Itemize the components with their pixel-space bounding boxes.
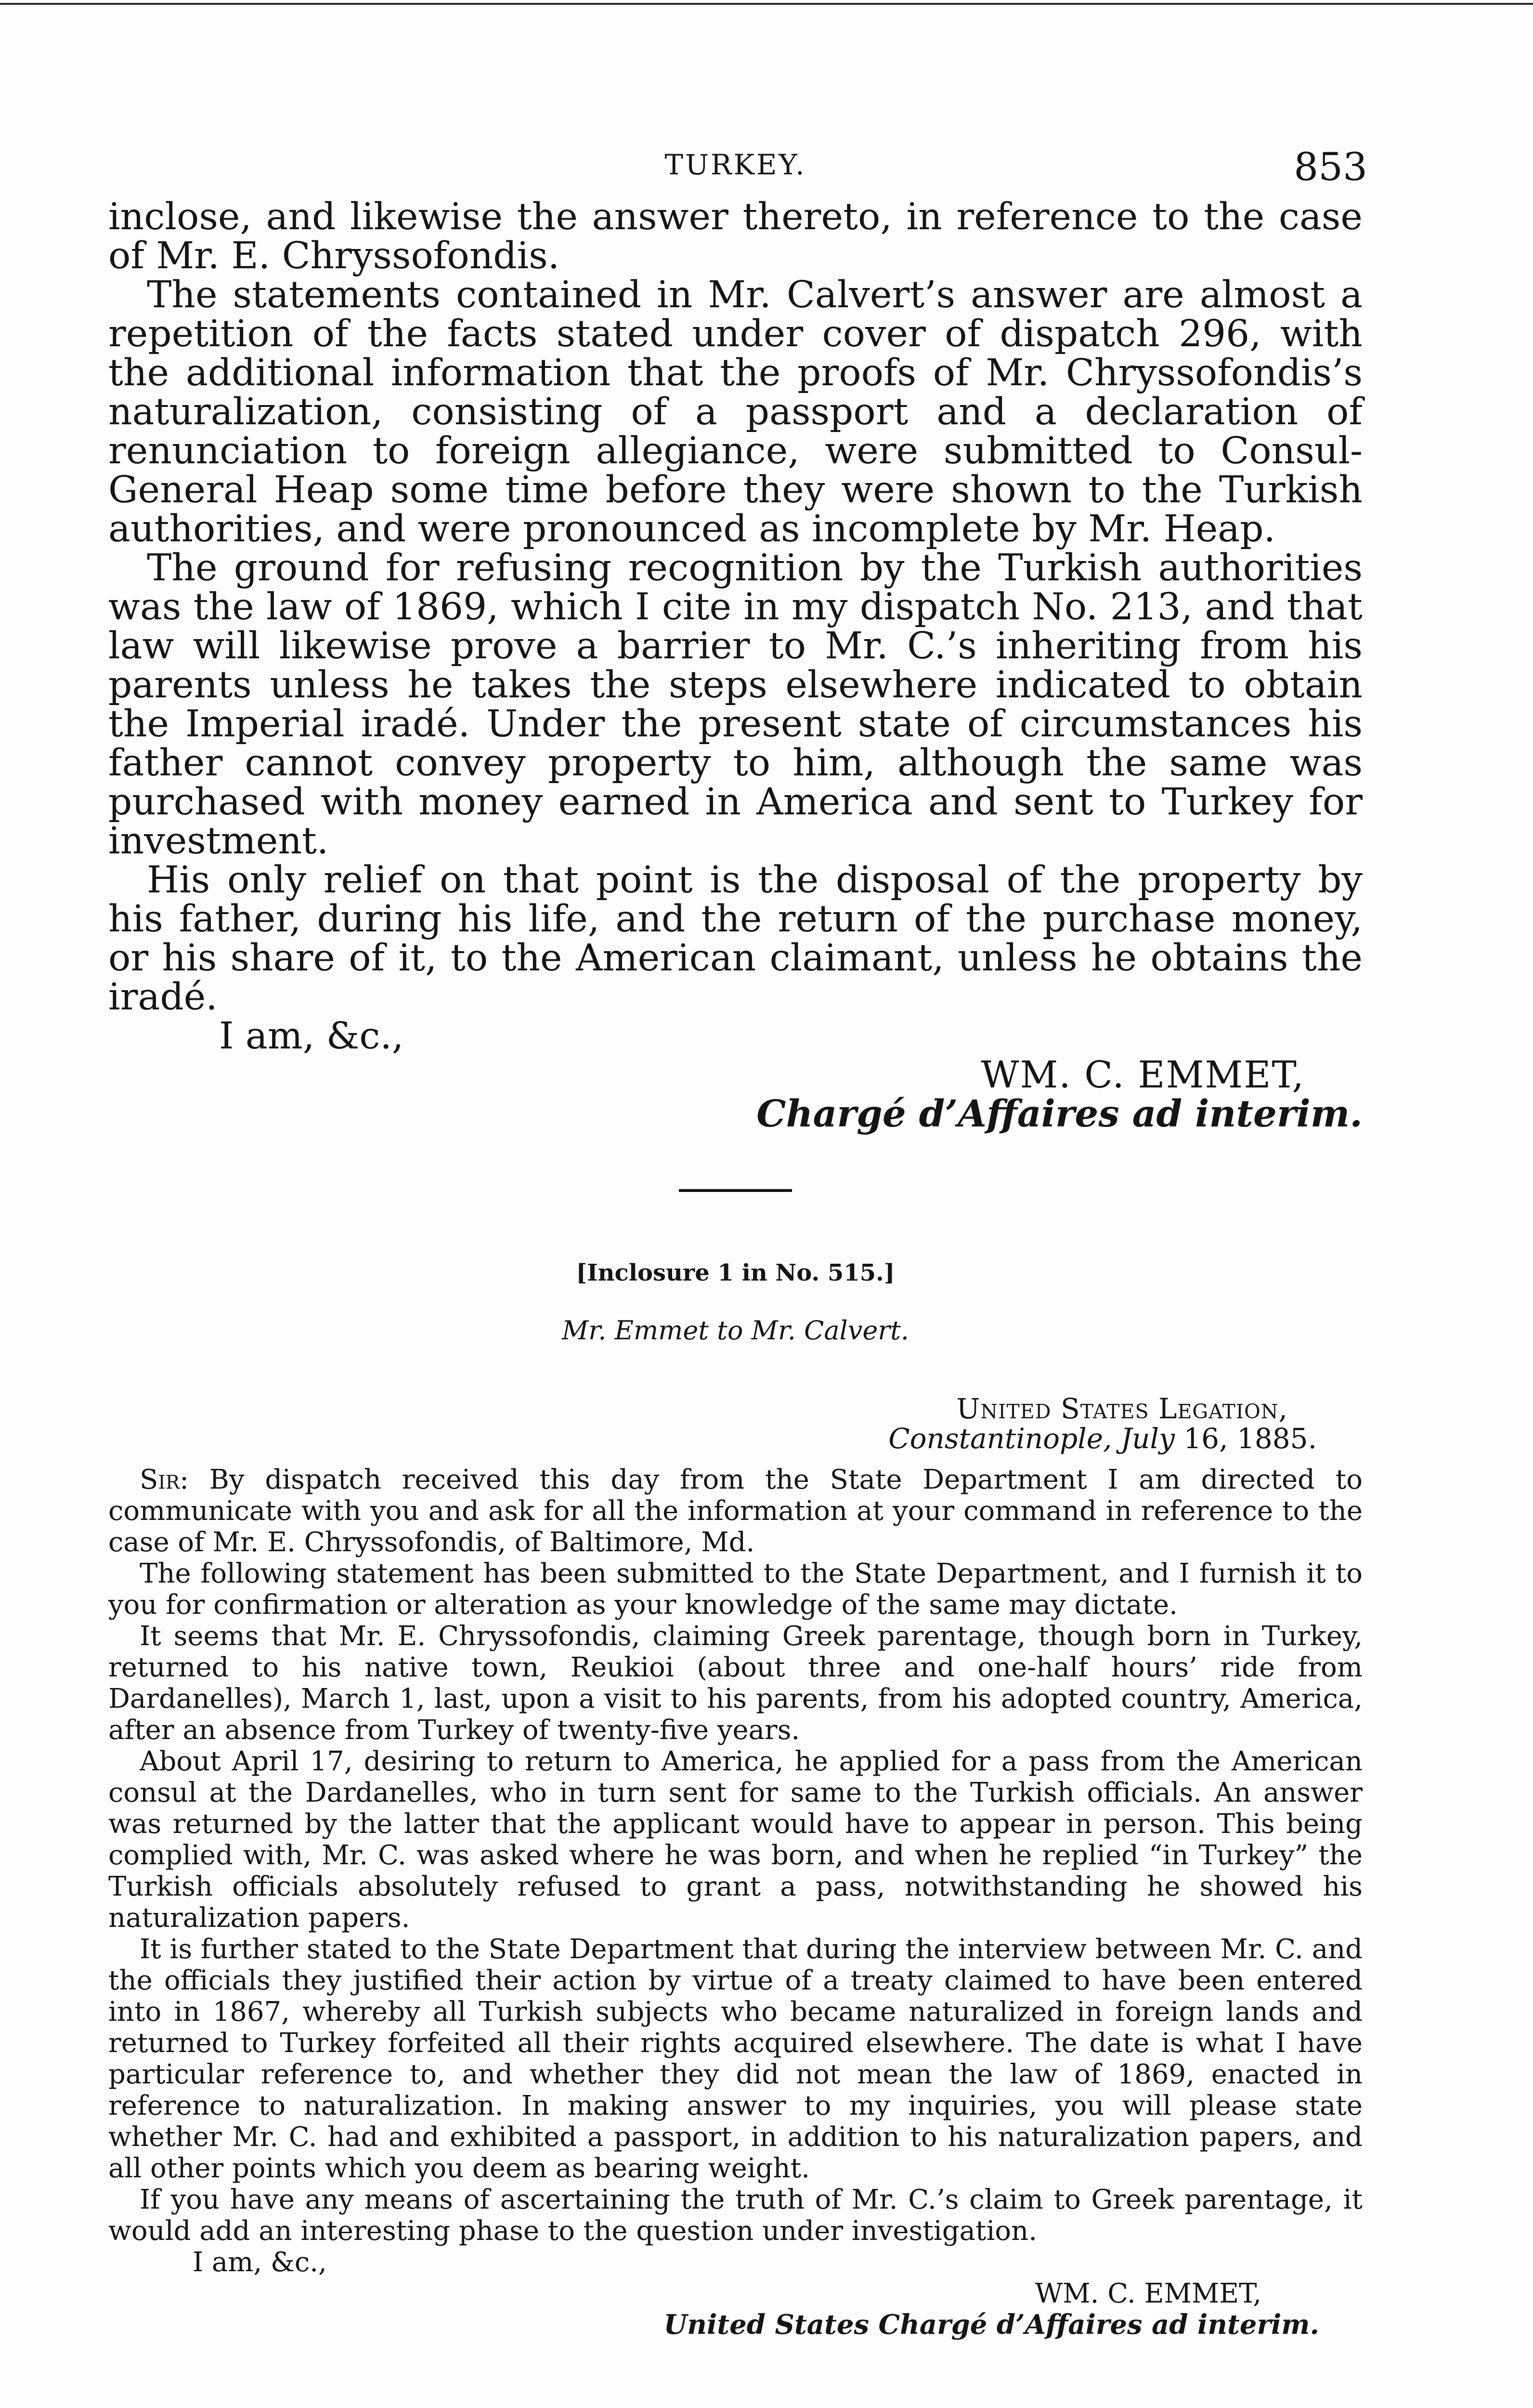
signature-title: Chargé d’Affaires ad interim.: [756, 1092, 1363, 1136]
closing: I am, &c.,: [219, 1015, 404, 1058]
dateline-place-date: [108, 1424, 1317, 1453]
signature-title: United States Chargé d’Affaires ad interim.: [663, 2309, 1319, 2341]
letter-body: [108, 197, 1363, 1017]
closing: I am, &c.,: [193, 2247, 327, 2278]
paragraph: The following statement has been submitted to the State Department, and I furnish it to you for confirmation or alteration as your knowledge of the same may dictate.: [108, 1558, 1363, 1621]
top-border-line: [0, 3, 1533, 5]
section-divider: [679, 1189, 792, 1192]
paragraph: It seems that Mr. E. Chryssofondis, claiming Greek parentage, though born in Turkey, returned to his native town, Reukioi (about three and one-half hours’ ride from Dardanelles), March 1, last, upon a visit to his parents, from his adopted country, America, after an absence from Turkey of twenty-five years.: [108, 1621, 1363, 1746]
paragraph: inclose, and likewise the answer thereto, in reference to the case of Mr. E. Chryssofondis.: [108, 196, 1363, 277]
dateline-place: Constantinople,: [888, 1422, 1112, 1455]
paragraph: If you have any means of ascertaining the truth of Mr. C.’s claim to Greek parentage, it would add an interesting phase to the question under investigation.: [108, 2184, 1363, 2247]
paragraph-text: By dispatch received this day from the State Department I am directed to communicate with you and ask for all the information at your command in reference to the case of Mr. E. Chryssofondis, of Baltimore, Md.: [108, 1464, 1363, 1558]
document-page: [108, 144, 1367, 2341]
paragraph: About April 17, desiring to return to America, he applied for a pass from the American consul at the Dardanelles, who in turn sent for same to the Turkish officials. An answer was returned by the latter that the applicant would have to appear in person. This being complied with, Mr. C. was asked where he was born, and when he replied “in Turkey” the Turkish officials absolutely refused to grant a pass, notwithstanding he showed his naturalization papers.: [108, 1746, 1363, 1934]
dateline-month: July: [1120, 1422, 1175, 1455]
running-title: TURKEY.: [664, 148, 806, 181]
dateline: [108, 1394, 1363, 1453]
paragraph: It is further stated to the State Department that during the interview between Mr. C. and the officials they justified their action by virtue of a treaty claimed to have been entered into in 1867, whereby all Turkish subjects who became naturalized in foreign lands and returned to Turkey forfeited all their rights acquired elsewhere. The date is what I have particular reference to, and whether they did not mean the law of 1869, enacted in reference to naturalization. In making answer to my inquiries, you will please state whether Mr. C. had and exhibited a passport, in addition to his naturalization papers, and all other points which you deem as bearing weight.: [108, 1934, 1363, 2184]
paragraph: His only relief on that point is the disposal of the property by his father, during his life, and the return of the purchase money, or his share of it, to the American claimant, unless he obtains the iradé.: [108, 859, 1363, 1019]
signature-name: WM. C. EMMET,: [981, 1054, 1305, 1097]
signature-block: [108, 1056, 1363, 1134]
page-number: 853: [1294, 144, 1367, 189]
dateline-day-year: 16, 1885.: [1183, 1422, 1317, 1455]
signature-block: [108, 2278, 1363, 2341]
paragraph: [108, 1464, 1363, 1558]
salutation: Sir:: [140, 1464, 189, 1495]
page-header: [108, 144, 1367, 197]
paragraph: The statements contained in Mr. Calvert’s answer are almost a repetition of the facts stated under cover of dispatch 296, with the additional information that the proofs of Mr. Chryssofondis’s naturalization, consisting of a passport and a declaration of renunciation to foreign allegiance, were submitted to Consul-General Heap some time before they were shown to the Turkish authorities, and were pronounced as incomplete by Mr. Heap.: [108, 274, 1363, 550]
inclosure-label: [Inclosure 1 in No. 515.]: [576, 1259, 895, 1286]
inclosure-body: [108, 1464, 1363, 2247]
inclosure-subtitle: Mr. Emmet to Mr. Calvert.: [562, 1315, 909, 1346]
signature-name: WM. C. EMMET,: [1035, 2278, 1261, 2309]
dateline-sender: United States Legation,: [956, 1392, 1288, 1425]
paragraph: The ground for refusing recognition by the Turkish authorities was the law of 1869, which I cite in my dispatch No. 213, and that law will likewise prove a barrier to Mr. C.’s inheriting from his parents unless he takes the steps elsewhere indicated to obtain the Imperial iradé. Under the present state of circumstances his father cannot convey property to him, although the same was purchased with money earned in America and sent to Turkey for investment.: [108, 547, 1363, 863]
